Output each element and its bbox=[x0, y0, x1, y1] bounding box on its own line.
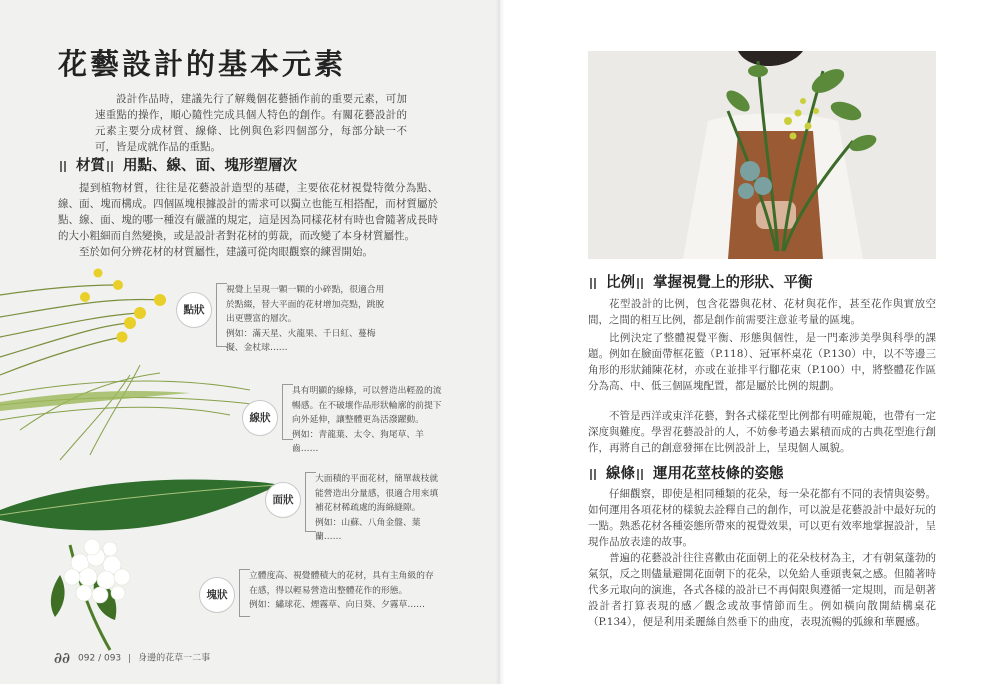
type-badge-dot: 點狀 bbox=[176, 292, 212, 328]
section-heading-ratio bbox=[588, 271, 813, 292]
hydrangea-icon bbox=[51, 539, 130, 650]
section-subtitle: 掌握視覺上的形狀、平衡 bbox=[653, 274, 813, 291]
big-leaf-icon bbox=[0, 479, 280, 530]
florist-bouquet-image bbox=[588, 51, 936, 259]
book-gutter bbox=[495, 0, 505, 684]
ratio-paragraph-2: 比例決定了整體視覺平衡、形態與個性，是一門牽涉美學與科學的課題。例如在臉面帶框花籃（P.118）、冠軍杯桌花（P.130）中，以不等邊三角形的形狀鋪陳花材，亦或在並排平行腳花束（P.100）中，將整體花作區分為高、中、低三個區塊配置，都是屬於比例的規劃。 bbox=[588, 332, 936, 392]
type-desc-surface: 大面積的平面花材，簡單裁枝就能營造出分量感，很適合用來填補花材稀疏處的海綿縫隙。 例如：山蘇、八角金盤、葉蘭…… bbox=[315, 474, 439, 542]
intro-paragraph: 設計作品時，建議先行了解幾個花藝插作前的重要元素，可加速重點的操作，順心隨性完成具個人特色的創作。有關花藝設計的元素主要分成材質、線條、比例與色彩四個部分，每部分缺一不可，皆是成就作品的重點。 bbox=[95, 93, 407, 153]
section-subtitle: 運用花莖枝條的姿態 bbox=[653, 465, 784, 482]
page-title: 花藝設計的基本元素 bbox=[58, 47, 347, 81]
type-badge-surface: 面狀 bbox=[265, 482, 301, 518]
ratio-paragraph-1: 花型設計的比例，包含花器與花材、花材與花作，甚至花作與實放空間，之間的相互比例，都是創作前需要注意並考量的區塊。 bbox=[588, 298, 936, 326]
craspedia-stems-icon bbox=[0, 285, 160, 375]
ratio-paragraph-3: 不管是西洋或東洋花藝，對各式樣花型比例都有明確規範，也帶有一定深度與難度。學習花藝設計的人，不妨參考過去累積而成的古典花型進行創作，再將自己的創意發揮在比例設計上，呈現個人風貌。 bbox=[588, 410, 936, 454]
folio-ornament-icon: ∂∂ bbox=[54, 649, 71, 667]
type-desc-line: 具有明顯的線條，可以營造出輕盈的流暢感。在不破壞作品形狀輪廓的前提下向外延伸，讓整體更為活潑躍動。 例如：青龍葉、太令、狗尾草、羊齒…… bbox=[292, 386, 442, 454]
grass-lines-icon bbox=[0, 365, 260, 460]
material-paragraph-1: 提到植物材質，往往是花藝設計造型的基礎，主要依花材視覺特徵分為點、線、面、塊而構成。四個區塊根據設計的需求可以獨立也能互相搭配，而材質屬於點、線、面、塊的哪一種沒有嚴謹的規定，這是因為同樣花材有時也會隨著成長時的大小粗細而自然變換，或是設計者對花材的剪裁，而改變了本身材質屬性。 bbox=[58, 182, 438, 242]
heading-bars-icon bbox=[590, 275, 598, 292]
section-heading-material bbox=[58, 154, 297, 175]
folio-book-title: 身邊的花草一二事 bbox=[138, 653, 211, 664]
section-subtitle: 用點、線、面、塊形塑層次 bbox=[123, 157, 297, 174]
heading-bars-icon bbox=[590, 466, 598, 483]
section-heading-line bbox=[588, 462, 784, 483]
line-paragraph-2: 普遍的花藝設計往往喜歡由花面朝上的花朵枝材為主，才有朝氣蓬勃的氣氛，反之則儘量避開花面朝下的花朵，以免給人垂頭喪氣之感。但隨著時代多元取向的演進，各式各樣的設計已不再侷限與遵循一定規則，而是朝著設計者打算表現的感／觀念或故事情節而生。例如橫向散開結構桌花（P.134），便是利用柔麗絲自然垂下的曲度，表現流暢的弧線和華麗感。 bbox=[588, 552, 936, 628]
section-name: 線條 bbox=[606, 465, 635, 482]
page-folio bbox=[54, 649, 210, 667]
type-desc-dot: 視覺上呈現一顆一顆的小碎點，很適合用於點綴，替大平面的花材增加亮點，跳脫出更豐富的層次。 例如：滿天星、火龍果、千日紅、蔓梅擬、金杖球…… bbox=[226, 285, 385, 353]
line-paragraph-1: 仔細觀察，即使是相同種類的花朵，每一朵花都有不同的表情與姿勢。如何運用各項花材的樣貌去詮釋自己的創作，可以說是花藝設計中最好玩的一點。熟悉花材各種姿態所帶來的視覺效果，可以更有效率地掌握設計，呈現作品放表達的故事。 bbox=[588, 488, 936, 548]
section-name: 比例 bbox=[606, 274, 635, 291]
material-paragraph-2: 至於如何分辨花材的材質屬性，建議可從肉眼觀察的練習開始。 bbox=[79, 246, 373, 258]
type-badge-mass: 塊狀 bbox=[199, 577, 235, 613]
type-desc-mass: 立體度高、視覺體積大的花材，具有主角級的存在感，得以輕易營造出整體花作的形態。 例如：繡球花、煙霧草、向日葵、夕霧草…… bbox=[249, 571, 434, 610]
folio-page-numbers: 092 / 093 bbox=[78, 653, 122, 664]
section-name: 材質 bbox=[76, 157, 105, 174]
heading-bars-icon bbox=[60, 158, 68, 175]
florist-photo bbox=[588, 51, 936, 259]
right-page bbox=[500, 0, 1000, 684]
type-badge-line: 線狀 bbox=[242, 400, 278, 436]
craspedia-balls-icon bbox=[80, 269, 166, 343]
